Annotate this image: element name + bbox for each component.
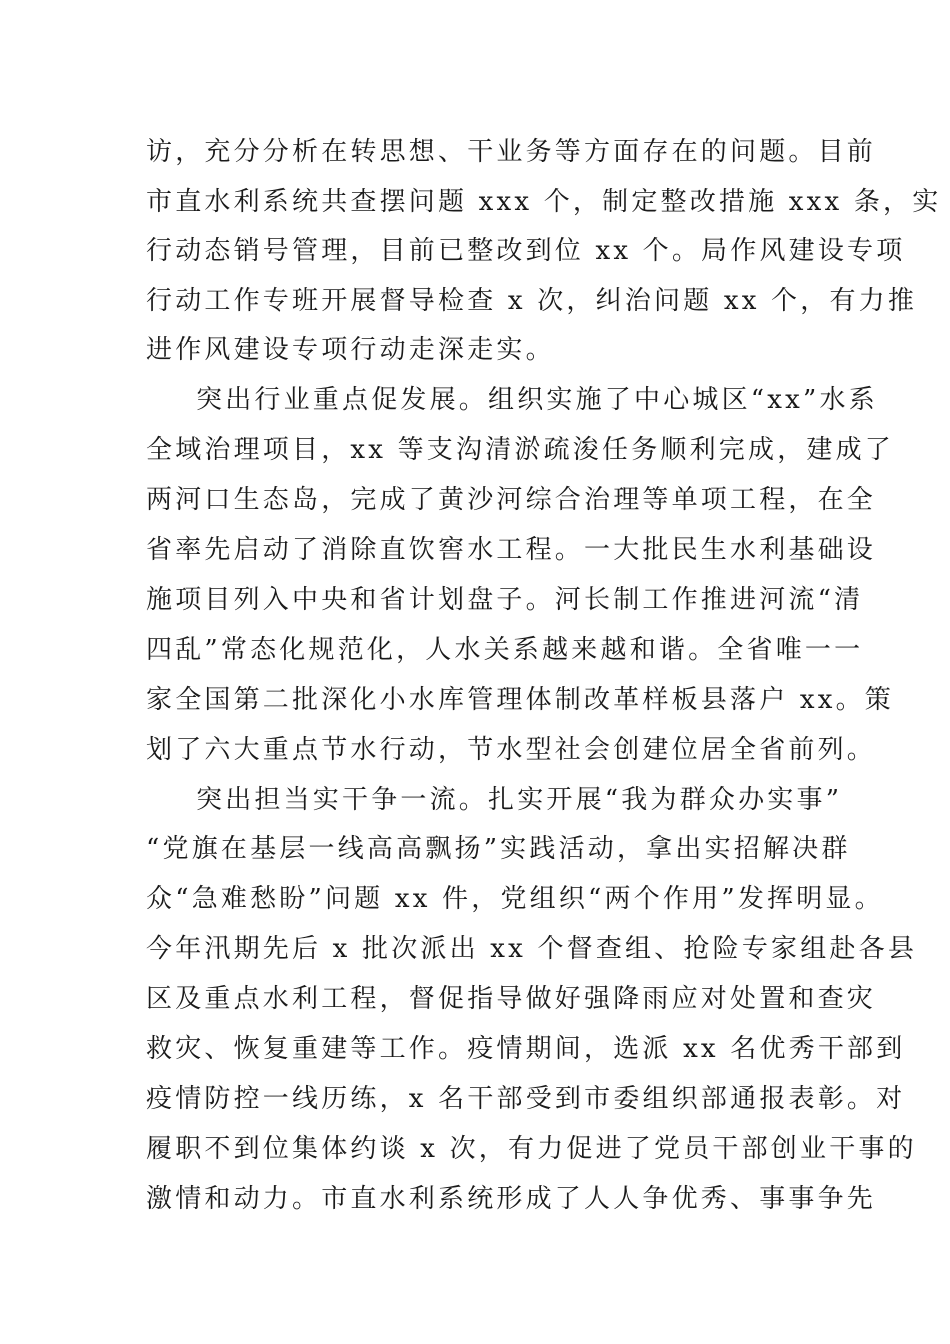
text-line: 划了六大重点节水行动，节水型社会创建位居全省前列。 bbox=[146, 735, 877, 765]
text-line: 行动态销号管理，目前已整改到位 xx 个。局作风建设专项 bbox=[146, 236, 906, 266]
text-line: 市直水利系统共查摆问题 xxx 个，制定整改措施 xxx 条，实 bbox=[146, 187, 942, 217]
text-line: 施项目列入中央和省计划盘子。河长制工作推进河流“清 bbox=[146, 585, 864, 615]
text-line: 进作风建设专项行动走深走实。 bbox=[146, 335, 555, 365]
text-line: 行动工作专班开展督导检查 x 次，纠治问题 xx 个，有力推 bbox=[146, 286, 918, 316]
text-line: 疫情防控一线历练，x 名干部受到市委组织部通报表彰。对 bbox=[146, 1084, 906, 1114]
text-line: 履职不到位集体约谈 x 次，有力促进了党员干部创业干事的 bbox=[146, 1134, 917, 1164]
text-line: 众“急难愁盼”问题 xx 件，党组织“两个作用”发挥明显。 bbox=[146, 884, 884, 914]
paragraph-heading-line: 突出担当实干争一流。扎实开展“我为群众办实事” bbox=[196, 785, 843, 815]
text-line: 四乱”常态化规范化，人水关系越来越和谐。全省唯一一 bbox=[146, 635, 864, 665]
text-line: 今年汛期先后 x 批次派出 xx 个督查组、抢险专家组赴各县 bbox=[146, 934, 918, 964]
paragraph-heading-line: 突出行业重点促发展。组织实施了中心城区“xx”水系 bbox=[196, 385, 878, 415]
text-line: 访，充分分析在转思想、干业务等方面存在的问题。目前 bbox=[146, 137, 877, 167]
text-line: “党旗在基层一线高高飘扬”实践活动，拿出实招解决群 bbox=[146, 834, 851, 864]
text-line: 省率先启动了消除直饮窖水工程。一大批民生水利基础设 bbox=[146, 535, 877, 565]
text-line: 全域治理项目，xx 等支沟清淤疏浚任务顺利完成，建成了 bbox=[146, 435, 894, 465]
text-line: 家全国第二批深化小水库管理体制改革样板县落户 xx。策 bbox=[146, 685, 894, 715]
text-line: 救灾、恢复重建等工作。疫情期间，选派 xx 名优秀干部到 bbox=[146, 1034, 906, 1064]
text-line: 区及重点水利工程，督促指导做好强降雨应对处置和查灾 bbox=[146, 984, 877, 1014]
text-line: 两河口生态岛，完成了黄沙河综合治理等单项工程，在全 bbox=[146, 485, 877, 515]
text-line: 激情和动力。市直水利系统形成了人人争优秀、事事争先 bbox=[146, 1184, 877, 1214]
